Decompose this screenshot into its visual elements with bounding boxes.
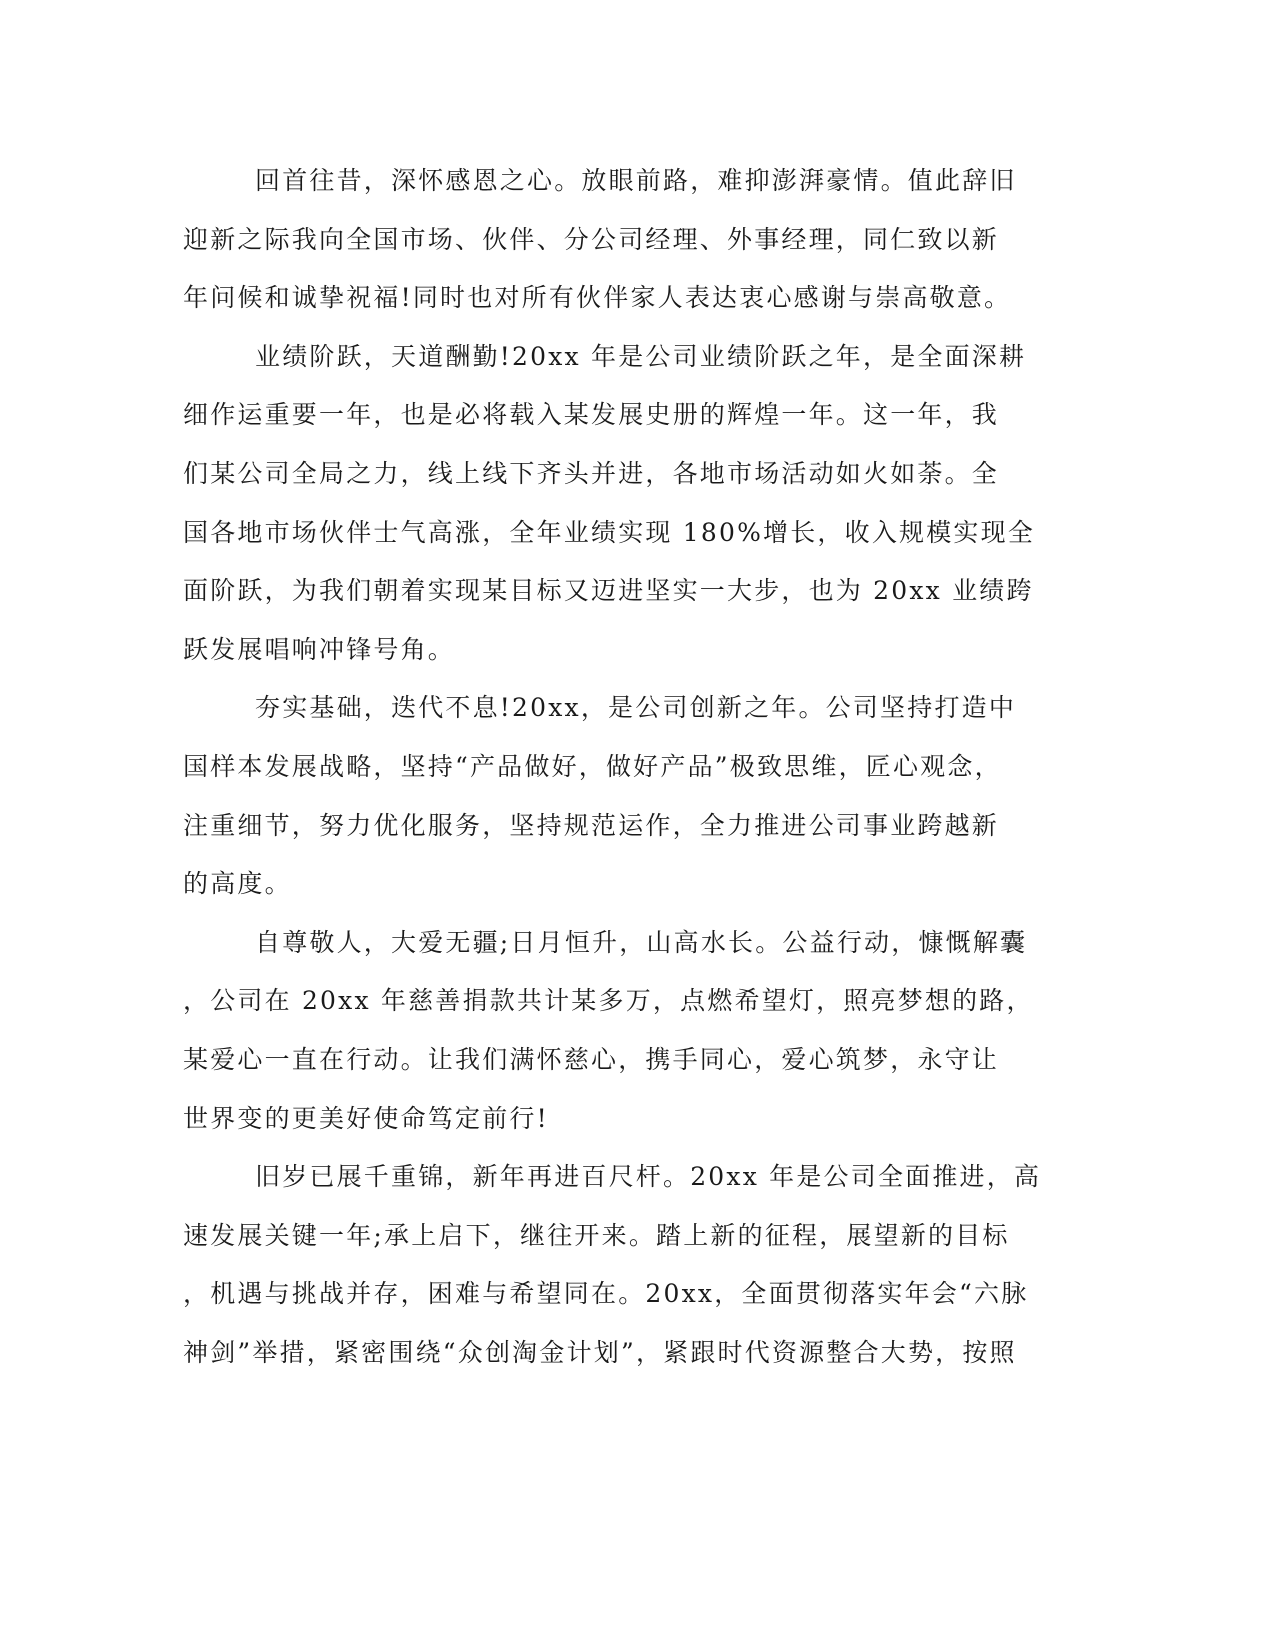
text-line: 神剑”举措，紧密围绕“众创淘金计划”，紧跟时代资源整合大势，按照 — [183, 1337, 1017, 1367]
text-line: ，机遇与挑战并存，困难与希望同在。20xx，全面贯彻落实年会“六脉 — [183, 1279, 1029, 1309]
text-line: 国各地市场伙伴士气高涨，全年业绩实现 180%增长，收入规模实现全 — [183, 517, 1036, 547]
text-line: 面阶跃，为我们朝着实现某目标又迈进坚实一大步，也为 20xx 业绩跨 — [183, 576, 1034, 606]
text-line: 细作运重要一年，也是必将载入某发展史册的辉煌一年。这一年，我 — [183, 400, 1000, 430]
document-body — [183, 152, 1043, 1382]
text-line: 跃发展唱响冲锋号角。 — [183, 634, 456, 664]
paragraph-1 — [183, 152, 1043, 328]
text-line: 回首往昔，深怀感恩之心。放眼前路，难抑澎湃豪情。值此辞旧 — [255, 166, 1017, 195]
paragraph-5 — [183, 1148, 1043, 1382]
paragraph-3 — [183, 679, 1043, 913]
text-line: 速发展关键一年;承上启下，继往开来。踏上新的征程，展望新的目标 — [183, 1220, 1010, 1250]
text-line: 的高度。 — [183, 869, 292, 899]
text-line: 某爱心一直在行动。让我们满怀慈心，携手同心，爱心筑梦，永守让 — [183, 1044, 1000, 1074]
text-line: ，公司在 20xx 年慈善捐款共计某多万，点燃希望灯，照亮梦想的路， — [183, 986, 1034, 1016]
text-line: 迎新之际我向全国市场、伙伴、分公司经理、外事经理，同仁致以新 — [183, 224, 1000, 254]
text-line: 们某公司全局之力，线上线下齐头并进，各地市场活动如火如荼。全 — [183, 458, 1000, 488]
text-line: 注重细节，努力优化服务，坚持规范运作，全力推进公司事业跨越新 — [183, 810, 1000, 840]
text-line: 业绩阶跃，天道酬勤!20xx 年是公司业绩阶跃之年，是全面深耕 — [255, 341, 1027, 371]
text-line: 夯实基础，迭代不息!20xx，是公司创新之年。公司坚持打造中 — [255, 693, 1017, 723]
paragraph-4 — [183, 914, 1043, 1148]
paragraph-2 — [183, 328, 1043, 680]
text-line: 国样本发展战略，坚持“产品做好，做好产品”极致思维，匠心观念， — [183, 751, 1002, 781]
text-line: 旧岁已展千重锦，新年再进百尺杆。20xx 年是公司全面推进，高 — [255, 1162, 1042, 1192]
text-line: 年问候和诚挚祝福!同时也对所有伙伴家人表达衷心感谢与崇高敬意。 — [183, 283, 1012, 313]
text-line: 世界变的更美好使命笃定前行! — [183, 1103, 549, 1133]
text-line: 自尊敬人，大爱无疆;日月恒升，山高水长。公益行动，慷慨解囊 — [255, 927, 1028, 957]
